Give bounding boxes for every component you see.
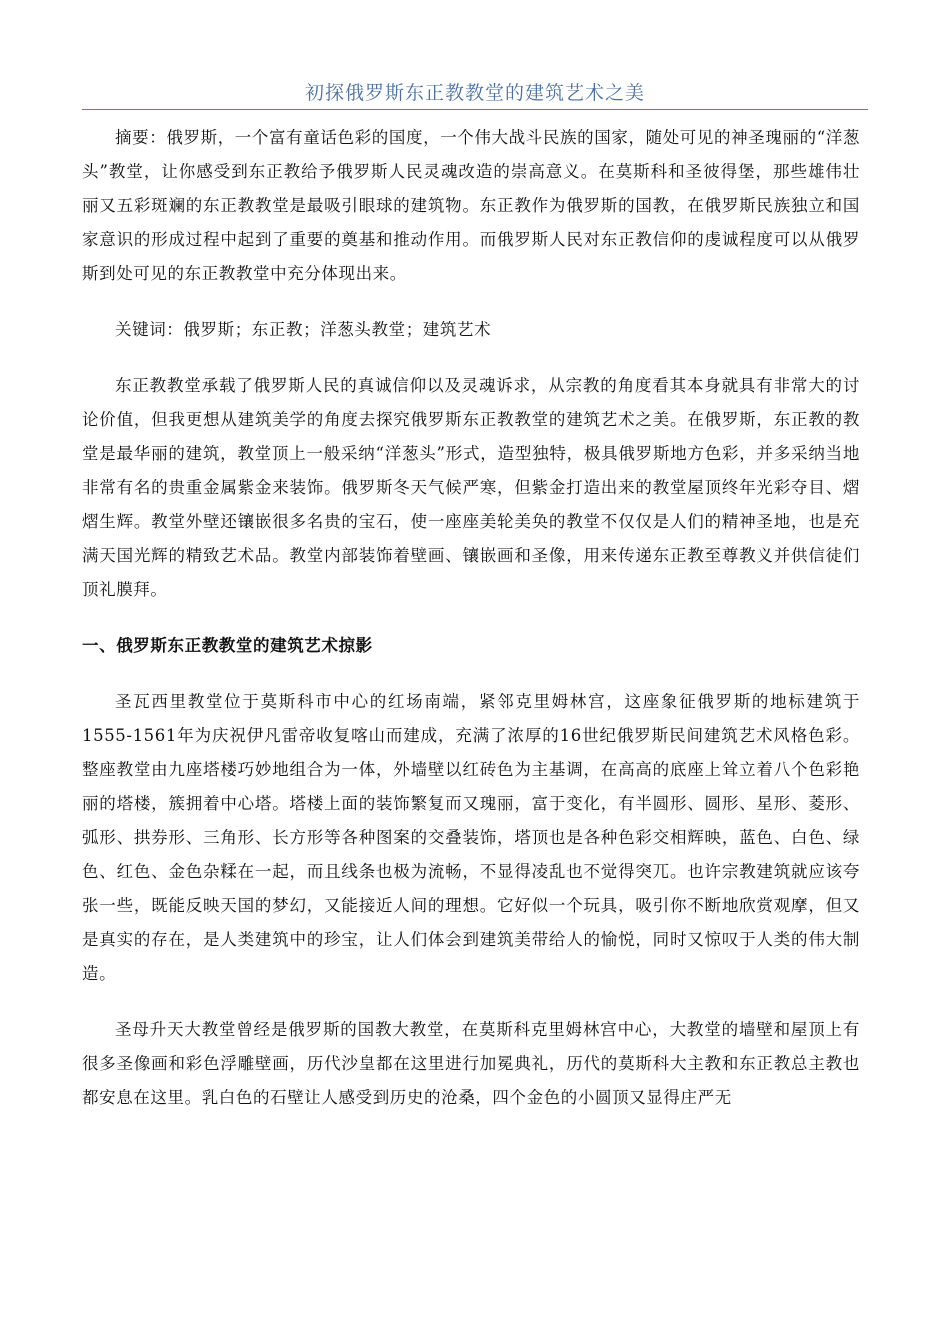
document-title: 初探俄罗斯东正教教堂的建筑艺术之美 xyxy=(304,82,645,104)
keywords-line: 关键词：俄罗斯；东正教；洋葱头教堂；建筑艺术 xyxy=(115,320,492,339)
abstract-paragraph: 摘要：俄罗斯，一个富有童话色彩的国度，一个伟大战斗民族的国家，随处可见的神圣瑰丽的“洋葱头”教堂，让你感受到东正教给予俄罗斯人民灵魂改造的崇高意义。在莫斯科和圣彼得堡，那些雄伟壮丽又五彩斑斓的东正教教堂是最吸引眼球的建筑物。东正教作为俄罗斯的国教，在俄罗斯民族独立和国家意识的形成过程中起到了重要的奠基和推动作用。而俄罗斯人民对东正教信仰的虔诚程度可以从俄罗斯到处可见的东正教教堂中充分体现出来。 xyxy=(82,128,860,283)
intro-paragraph: 东正教教堂承载了俄罗斯人民的真诚信仰以及灵魂诉求，从宗教的角度看其本身就具有非常大的讨论价值，但我更想从建筑美学的角度去探究俄罗斯东正教教堂的建筑艺术之美。在俄罗斯，东正教的教堂是最华丽的建筑，教堂顶上一般采纳“洋葱头”形式，造型独特，极具俄罗斯地方色彩，并多采纳当地非常有名的贵重金属紫金来装饰。俄罗斯冬天气候严寒，但紫金打造出来的教堂屋顶终年光彩夺目、熠熠生辉。教堂外壁还镶嵌很多名贵的宝石，使一座座美轮美奂的教堂不仅仅是人们的精神圣地，也是充满天国光辉的精致艺术品。教堂内部装饰着壁画、镶嵌画和圣像，用来传递东正教至尊教义并供信徒们顶礼膜拜。 xyxy=(82,376,860,599)
document-body xyxy=(82,121,860,1137)
section-heading: 一、俄罗斯东正教教堂的建筑艺术掠影 xyxy=(82,636,373,655)
title-block xyxy=(82,80,868,110)
section-paragraph: 圣母升天大教堂曾经是俄罗斯的国教大教堂，在莫斯科克里姆林宫中心，大教堂的墙壁和屋顶上有很多圣像画和彩色浮雕壁画，历代沙皇都在这里进行加冕典礼，历代的莫斯科大主教和东正教总主教也都安息在这里。乳白色的石壁让人感受到历史的沧桑，四个金色的小圆顶又显得庄严无 xyxy=(82,1020,860,1107)
section-paragraph: 圣瓦西里教堂位于莫斯科市中心的红场南端，紧邻克里姆林宫，这座象征俄罗斯的地标建筑于1555-1561年为庆祝伊凡雷帝收复喀山而建成，充满了浓厚的16世纪俄罗斯民间建筑艺术风格色彩。整座教堂由九座塔楼巧妙地组合为一体，外墙壁以红砖色为主基调，在高高的底座上耸立着八个色彩艳丽的塔楼，簇拥着中心塔。塔楼上面的装饰繁复而又瑰丽，富于变化，有半圆形、圆形、星形、菱形、弧形、拱券形、三角形、长方形等各种图案的交叠装饰，塔顶也是各种色彩交相辉映，蓝色、白色、绿色、红色、金色杂糅在一起，而且线条也极为流畅，不显得凌乱也不觉得突兀。也许宗教建筑就应该夸张一些，既能反映天国的梦幻，又能接近人间的理想。它好似一个玩具，吸引你不断地欣赏观摩，但又是真实的存在，是人类建筑中的珍宝，让人们体会到建筑美带给人的愉悦，同时又惊叹于人类的伟大制造。 xyxy=(82,692,860,983)
